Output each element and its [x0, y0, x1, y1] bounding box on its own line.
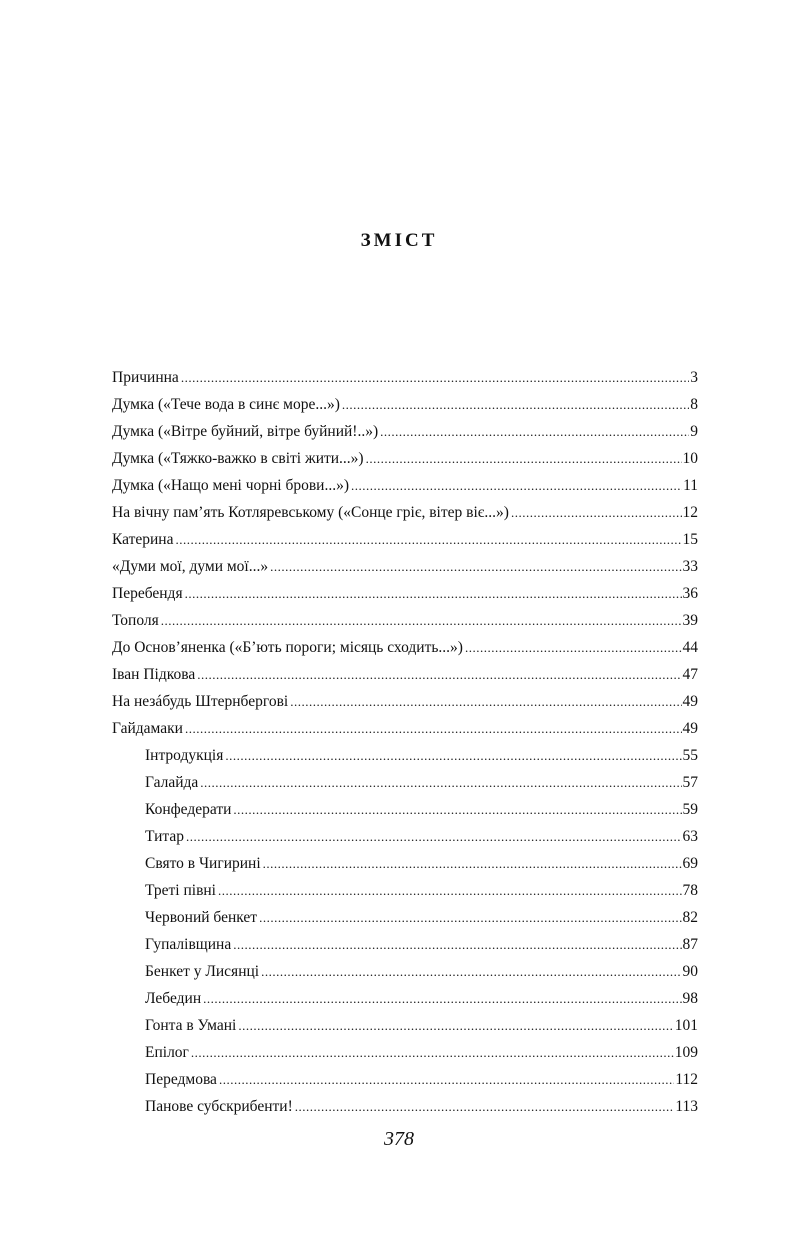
dot-leader [351, 472, 682, 499]
toc-entry-page: 15 [682, 531, 698, 548]
toc-entry [112, 715, 698, 742]
toc-entry-title: На незáбудь Штернбергові [112, 693, 289, 710]
toc-sub-entry [112, 1066, 698, 1093]
dot-leader [238, 1012, 673, 1039]
dot-leader [225, 742, 681, 769]
toc-entry [112, 445, 698, 472]
dot-leader [261, 958, 681, 985]
toc-entry [112, 391, 698, 418]
toc-entry [112, 499, 698, 526]
toc-entry-page: 90 [682, 963, 698, 980]
toc-entry-page: 49 [682, 693, 698, 710]
toc-entry-title: Гупалівщина [145, 936, 232, 953]
toc-entry-title: Думка («Тече вода в синє море...») [112, 396, 340, 413]
dot-leader [176, 526, 682, 553]
toc-entry-title: Перебендя [112, 585, 183, 602]
page-number: 378 [384, 1128, 414, 1150]
dot-leader [263, 850, 682, 877]
toc-sub-entry [112, 931, 698, 958]
dot-leader [197, 661, 681, 688]
toc-entry-title: Титар [145, 828, 184, 845]
toc-entry-page: 78 [682, 882, 698, 899]
toc-sub-entry [112, 769, 698, 796]
dot-leader [186, 823, 682, 850]
dot-leader [233, 796, 681, 823]
toc-entry-page: 113 [675, 1098, 698, 1115]
toc-entry-page: 82 [682, 909, 698, 926]
dot-leader [219, 1066, 674, 1093]
dot-leader [465, 634, 682, 661]
toc-entry-page: 109 [674, 1044, 698, 1061]
toc-entry-title: Свято в Чигирині [145, 855, 261, 872]
toc-entry [112, 580, 698, 607]
toc-entry [112, 688, 698, 715]
toc-entry-page: 11 [683, 477, 698, 494]
toc-entry-page: 98 [682, 990, 698, 1007]
toc-entry-title: Конфедерати [145, 801, 232, 818]
toc-entry-title: На вічну пам’ять Котляревському («Сонце гріє, вітер віє...») [112, 504, 509, 521]
toc-entry [112, 364, 698, 391]
toc-sub-entry [112, 823, 698, 850]
dot-leader [295, 1093, 675, 1120]
toc-entry [112, 607, 698, 634]
toc-entry-page: 8 [690, 396, 698, 413]
toc-entry-title: Думка («Нащо мені чорні брови...») [112, 477, 349, 494]
toc-entry-title: Передмова [145, 1071, 217, 1088]
toc-entry-title: Думка («Вітре буйний, вітре буйний!..») [112, 423, 379, 440]
toc-entry-title: Іван Підкова [112, 666, 196, 683]
dot-leader [366, 445, 682, 472]
toc-entry-title: Причинна [112, 369, 179, 386]
table-of-contents [112, 364, 698, 1120]
toc-entry-page: 87 [682, 936, 698, 953]
toc-entry-title: Лебедин [145, 990, 202, 1007]
toc-entry-title: Бенкет у Лисянці [145, 963, 260, 980]
page-title: ЗМІСТ [360, 230, 438, 251]
toc-sub-entry [112, 1039, 698, 1066]
dot-leader [191, 1039, 674, 1066]
toc-entry-page: 57 [682, 774, 698, 791]
dot-leader [218, 877, 682, 904]
dot-leader [380, 418, 689, 445]
toc-entry-page: 3 [690, 369, 698, 386]
toc-entry-page: 39 [682, 612, 698, 629]
toc-entry-page: 44 [682, 639, 698, 656]
toc-entry-page: 12 [682, 504, 698, 521]
toc-entry-title: Тополя [112, 612, 159, 629]
toc-sub-entry [112, 796, 698, 823]
toc-sub-entry [112, 850, 698, 877]
toc-entry-title: Галайда [145, 774, 199, 791]
toc-entry-title: Думка («Тяжко-важко в світі жити...») [112, 450, 364, 467]
dot-leader [185, 715, 682, 742]
toc-entry-title: До Основ’яненка («Б’ють пороги; місяць сходить...») [112, 639, 463, 656]
toc-sub-entry [112, 958, 698, 985]
toc-entry-title: Епілог [145, 1044, 189, 1061]
toc-entry [112, 634, 698, 661]
toc-sub-entry [112, 985, 698, 1012]
dot-leader [290, 688, 681, 715]
toc-entry-title: «Думи мої, думи мої...» [112, 558, 269, 575]
toc-entry [112, 418, 698, 445]
dot-leader [342, 391, 689, 418]
toc-entry [112, 526, 698, 553]
toc-entry [112, 472, 698, 499]
dot-leader [200, 769, 681, 796]
toc-entry-page: 59 [682, 801, 698, 818]
toc-entry-title: Треті півні [145, 882, 216, 899]
toc-entry-page: 9 [690, 423, 698, 440]
toc-entry-page: 49 [682, 720, 698, 737]
toc-entry-page: 55 [682, 747, 698, 764]
toc-sub-entry [112, 1012, 698, 1039]
dot-leader [161, 607, 682, 634]
toc-entry-title: Інтродукція [145, 747, 224, 764]
toc-entry-page: 112 [675, 1071, 698, 1088]
toc-entry-title: Панове субскрибенти! [145, 1098, 293, 1115]
toc-sub-entry [112, 877, 698, 904]
dot-leader [259, 904, 681, 931]
toc-entry-page: 63 [682, 828, 698, 845]
toc-entry [112, 661, 698, 688]
toc-sub-entry [112, 1093, 698, 1120]
toc-entry-title: Червоний бенкет [145, 909, 258, 926]
toc-entry-page: 10 [682, 450, 698, 467]
toc-entry-page: 69 [682, 855, 698, 872]
dot-leader [203, 985, 681, 1012]
dot-leader [270, 553, 681, 580]
dot-leader [511, 499, 682, 526]
toc-sub-entry [112, 742, 698, 769]
toc-entry-page: 33 [682, 558, 698, 575]
toc-entry [112, 553, 698, 580]
dot-leader [181, 364, 689, 391]
toc-entry-title: Гайдамаки [112, 720, 183, 737]
toc-entry-page: 47 [682, 666, 698, 683]
dot-leader [233, 931, 681, 958]
toc-entry-page: 36 [682, 585, 698, 602]
toc-entry-page: 101 [674, 1017, 698, 1034]
toc-sub-entry [112, 904, 698, 931]
toc-entry-title: Гонта в Умані [145, 1017, 237, 1034]
dot-leader [185, 580, 682, 607]
toc-entry-title: Катерина [112, 531, 174, 548]
